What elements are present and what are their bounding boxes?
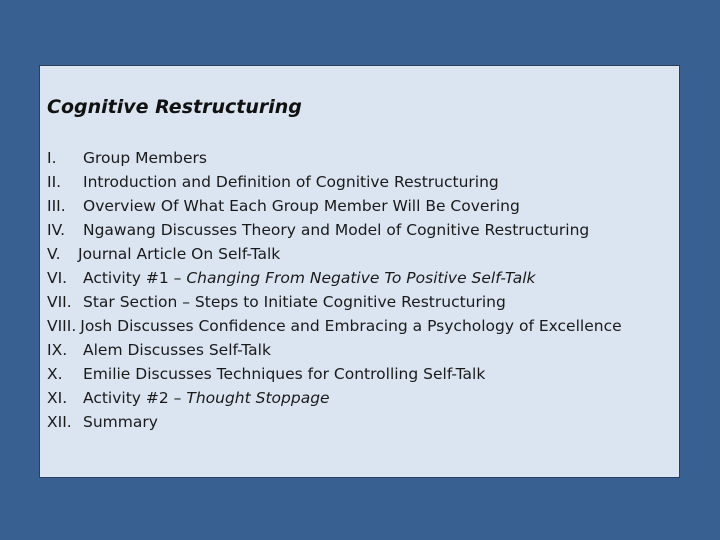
item-emphasis: Changing From Negative To Positive Self-Talk xyxy=(186,269,536,287)
item-numeral: II. xyxy=(47,173,62,191)
item-text: Summary xyxy=(83,413,158,431)
item-numeral: III. xyxy=(47,197,66,215)
item-text: Introduction and Definition of Cognitive Restructuring xyxy=(83,173,499,191)
item-text: Star Section – Steps to Initiate Cognitive Restructuring xyxy=(83,293,506,311)
outline-item xyxy=(47,218,622,242)
slide-title: Cognitive Restructuring xyxy=(47,96,302,118)
item-numeral: VI. xyxy=(47,269,68,287)
item-numeral: XII. xyxy=(47,413,72,431)
outline-item xyxy=(47,242,622,266)
outline-item xyxy=(47,314,622,338)
item-numeral: XI. xyxy=(47,389,68,407)
item-text: Alem Discusses Self-Talk xyxy=(83,341,271,359)
item-text: Emilie Discusses Techniques for Controlling Self-Talk xyxy=(83,365,486,383)
outline-item xyxy=(47,362,622,386)
outline-list xyxy=(47,146,622,434)
outline-item xyxy=(47,290,622,314)
item-numeral: VII. xyxy=(47,293,72,311)
item-numeral: X. xyxy=(47,365,63,383)
outline-item xyxy=(47,338,622,362)
item-text: Activity #2 – xyxy=(83,389,187,407)
item-numeral: IV. xyxy=(47,221,66,239)
item-numeral: I. xyxy=(47,149,57,167)
item-numeral: V. xyxy=(47,245,61,263)
item-text: Group Members xyxy=(83,149,207,167)
item-numeral: IX. xyxy=(47,341,68,359)
outline-item xyxy=(47,386,622,410)
item-text: Overview Of What Each Group Member Will Be Covering xyxy=(83,197,520,215)
outline-item xyxy=(47,170,622,194)
slide-content-box xyxy=(39,65,680,478)
outline-item xyxy=(47,194,622,218)
item-numeral: VIII. xyxy=(47,317,77,335)
item-text: Activity #1 – xyxy=(83,269,187,287)
item-text: Josh Discusses Confidence and Embracing a Psychology of Excellence xyxy=(80,317,622,335)
item-text: Ngawang Discusses Theory and Model of Cognitive Restructuring xyxy=(83,221,590,239)
outline-item xyxy=(47,410,622,434)
item-text: Journal Article On Self-Talk xyxy=(78,245,281,263)
item-emphasis: Thought Stoppage xyxy=(186,389,330,407)
outline-item xyxy=(47,266,622,290)
outline-item xyxy=(47,146,622,170)
